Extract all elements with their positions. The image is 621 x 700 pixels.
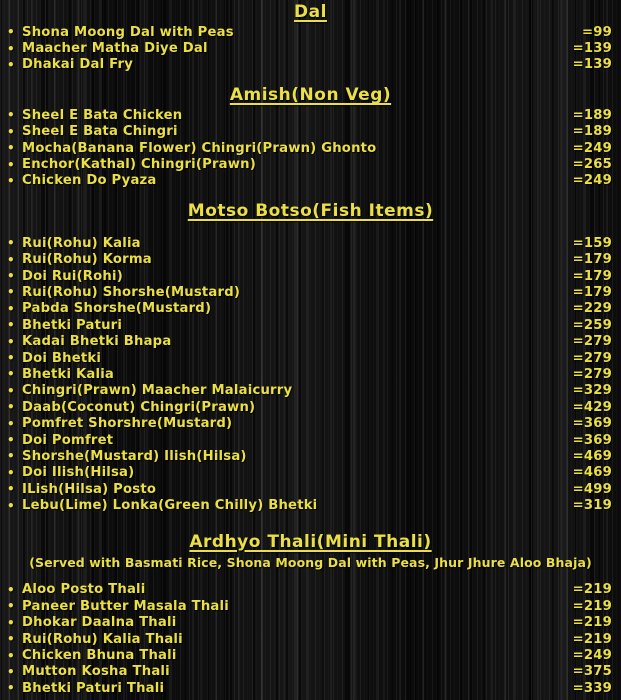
bullet-icon: •	[7, 582, 15, 597]
item-name: Dhakai Dal Fry	[22, 57, 134, 73]
item-price: =375	[572, 664, 612, 680]
menu-item-row	[0, 432, 621, 448]
item-price: =279	[572, 334, 612, 350]
item-price: =219	[572, 631, 612, 647]
menu-section	[0, 0, 621, 73]
bullet-icon: •	[7, 41, 15, 56]
item-name: Pabda Shorshe(Mustard)	[22, 301, 212, 317]
menu-section	[0, 532, 621, 697]
item-price: =99	[581, 24, 612, 40]
bullet-icon: •	[7, 108, 15, 123]
item-name: Daab(Coconut) Chingri(Prawn)	[22, 399, 256, 415]
bullet-icon: •	[7, 681, 15, 696]
bullet-icon: •	[7, 57, 15, 72]
section-title: Dal	[294, 2, 327, 22]
item-price: =189	[572, 107, 612, 123]
menu-item-row	[0, 350, 621, 366]
item-price: =339	[572, 680, 612, 696]
item-name: Enchor(Kathal) Chingri(Prawn)	[22, 157, 256, 173]
item-price: =249	[572, 140, 612, 156]
menu-item-row	[0, 40, 621, 56]
menu-section	[0, 85, 621, 189]
bullet-icon: •	[7, 632, 15, 647]
menu-item-row	[0, 448, 621, 464]
item-name: Mocha(Banana Flower) Chingri(Prawn) Ghonto	[22, 140, 377, 156]
item-name: Bhetki Kalia	[22, 366, 115, 382]
menu-item-row	[0, 173, 621, 189]
item-list	[0, 235, 621, 514]
item-list	[0, 107, 621, 189]
bullet-icon: •	[7, 141, 15, 156]
item-name: Dhokar Daalna Thali	[22, 615, 177, 631]
bullet-icon: •	[7, 351, 15, 366]
item-name: Maacher Matha Diye Dal	[22, 41, 208, 57]
item-name: Aloo Posto Thali	[22, 582, 146, 598]
item-name: Sheel E Bata Chingri	[22, 124, 178, 140]
item-price: =259	[572, 317, 612, 333]
item-name: Rui(Rohu) Kalia Thali	[22, 631, 183, 647]
menu-item-row	[0, 107, 621, 123]
item-name: Shorshe(Mustard) Ilish(Hilsa)	[22, 448, 247, 464]
item-price: =229	[572, 301, 612, 317]
bullet-icon: •	[7, 599, 15, 614]
menu-item-row	[0, 647, 621, 663]
item-name: Doi Ilish(Hilsa)	[22, 465, 135, 481]
menu-item-row	[0, 317, 621, 333]
bullet-icon: •	[7, 334, 15, 349]
item-name: Chicken Do Pyaza	[22, 173, 157, 189]
section-title: Amish(Non Veg)	[229, 85, 392, 106]
menu-item-row	[0, 24, 621, 40]
menu-item-row	[0, 57, 621, 73]
menu-item-row	[0, 124, 621, 140]
item-price: =265	[572, 157, 612, 173]
item-name: Lebu(Lime) Lonka(Green Chilly) Bhetki	[22, 498, 318, 514]
item-list	[0, 582, 621, 697]
bullet-icon: •	[7, 157, 15, 172]
item-price: =219	[572, 615, 612, 631]
menu-item-row	[0, 631, 621, 647]
bullet-icon: •	[7, 400, 15, 415]
bullet-icon: •	[7, 615, 15, 630]
item-price: =329	[572, 383, 612, 399]
menu-item-row	[0, 235, 621, 251]
item-name: Mutton Kosha Thali	[22, 664, 170, 680]
item-list	[0, 24, 621, 73]
item-name: Sheel E Bata Chicken	[22, 107, 183, 123]
item-name: Bhetki Paturi Thali	[22, 680, 165, 696]
item-name: ILish(Hilsa) Posto	[22, 481, 157, 497]
item-price: =319	[572, 498, 612, 514]
menu-item-row	[0, 383, 621, 399]
item-price: =219	[572, 582, 612, 598]
bullet-icon: •	[7, 173, 15, 188]
item-name: Shona Moong Dal with Peas	[22, 24, 234, 40]
item-price: =179	[572, 284, 612, 300]
bullet-icon: •	[7, 465, 15, 480]
bullet-icon: •	[7, 285, 15, 300]
item-price: =429	[572, 399, 612, 415]
bullet-icon: •	[7, 498, 15, 513]
item-price: =249	[572, 648, 612, 664]
item-name: Doi Pomfret	[22, 432, 114, 448]
menu-item-row	[0, 366, 621, 382]
item-price: =469	[572, 448, 612, 464]
bullet-icon: •	[7, 236, 15, 251]
bullet-icon: •	[7, 25, 15, 40]
item-price: =159	[572, 235, 612, 251]
item-name: Chicken Bhuna Thali	[22, 648, 177, 664]
item-price: =279	[572, 366, 612, 382]
menu-item-row	[0, 582, 621, 598]
bullet-icon: •	[7, 318, 15, 333]
item-price: =279	[572, 350, 612, 366]
menu-item-row	[0, 252, 621, 268]
section-title: Ardhyo Thali(Mini Thali)	[189, 531, 432, 552]
bullet-icon: •	[7, 301, 15, 316]
bullet-icon: •	[7, 124, 15, 139]
bullet-icon: •	[7, 416, 15, 431]
item-price: =369	[572, 416, 612, 432]
menu-item-row	[0, 399, 621, 415]
item-price: =369	[572, 432, 612, 448]
menu-item-row	[0, 664, 621, 680]
item-name: Bhetki Paturi	[22, 317, 123, 333]
bullet-icon: •	[7, 383, 15, 398]
menu-item-row	[0, 497, 621, 513]
menu-item-row	[0, 268, 621, 284]
item-price: =179	[572, 268, 612, 284]
menu-item-row	[0, 465, 621, 481]
item-name: Doi Rui(Rohi)	[22, 268, 123, 284]
item-price: =189	[572, 124, 612, 140]
item-price: =469	[572, 465, 612, 481]
bullet-icon: •	[7, 664, 15, 679]
bullet-icon: •	[7, 433, 15, 447]
item-price: =249	[572, 173, 612, 189]
section-note: (Served with Basmati Rice, Shona Moong Dal with Peas, Jhur Jhure Aloo Bhaja)	[29, 554, 592, 570]
bullet-icon: •	[7, 449, 15, 464]
item-name: Doi Bhetki	[22, 350, 102, 366]
menu-item-row	[0, 598, 621, 614]
item-name: Rui(Rohu) Kalia	[22, 235, 141, 251]
menu-section	[0, 201, 621, 514]
menu-item-row	[0, 481, 621, 497]
item-price: =499	[572, 481, 612, 497]
menu-item-row	[0, 333, 621, 349]
bullet-icon: •	[7, 269, 15, 284]
menu-item-row	[0, 615, 621, 631]
item-name: Paneer Butter Masala Thali	[22, 598, 229, 614]
menu-item-row	[0, 284, 621, 300]
item-name: Kadai Bhetki Bhapa	[22, 334, 172, 350]
item-price: =179	[572, 252, 612, 268]
bullet-icon: •	[7, 648, 15, 663]
menu-item-row	[0, 140, 621, 156]
item-name: Rui(Rohu) Shorshe(Mustard)	[22, 284, 241, 300]
item-price: =139	[572, 41, 612, 57]
bullet-icon: •	[7, 252, 15, 267]
item-name: Pomfret Shorshre(Mustard)	[22, 416, 233, 432]
item-price: =219	[572, 598, 612, 614]
menu-item-row	[0, 415, 621, 431]
item-name: Chingri(Prawn) Maacher Malaicurry	[22, 383, 293, 399]
section-title: Motso Botso(Fish Items)	[187, 201, 434, 222]
bullet-icon: •	[7, 367, 15, 382]
menu-item-row	[0, 301, 621, 317]
menu-item-row	[0, 680, 621, 696]
item-name: Rui(Rohu) Korma	[22, 252, 152, 268]
menu-item-row	[0, 156, 621, 172]
item-price: =139	[572, 57, 612, 73]
bullet-icon: •	[7, 482, 15, 497]
